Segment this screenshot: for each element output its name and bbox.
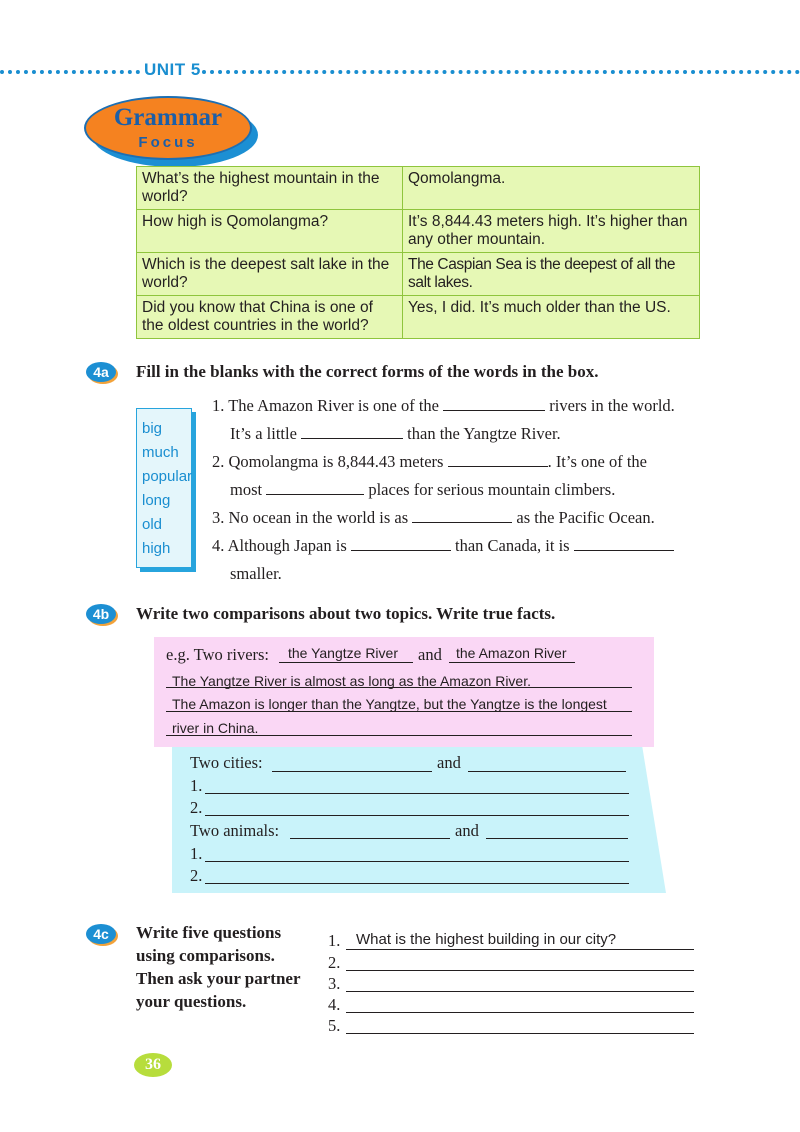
question-number-2: 2. (328, 953, 341, 972)
item-number: 4. (212, 536, 225, 555)
item-text: . It’s one of the (547, 452, 647, 471)
question-number-3: 3. (328, 974, 341, 993)
animals-and: and (455, 821, 479, 840)
question-line-1[interactable] (346, 949, 694, 950)
item-text: places for serious mountain climbers. (368, 480, 616, 499)
example-sentence-3: river in China. (172, 720, 259, 736)
animal-1-blank[interactable] (290, 838, 450, 839)
item-text: The Amazon River is one of the (228, 396, 439, 415)
item-number: 3. (212, 508, 225, 527)
badge-title: Grammar (113, 104, 223, 131)
example-rule-1 (166, 687, 632, 688)
example-topics (166, 645, 269, 665)
word-box-item: big (142, 420, 163, 437)
cities-number-2: 2. (190, 798, 203, 817)
word-box-item: long (142, 492, 171, 509)
section-4a-badge: 4a (86, 362, 116, 382)
example-rule-3 (166, 735, 632, 736)
item-number: 1. (212, 396, 225, 415)
section-4c-instruction-line-4: your questions. (136, 992, 247, 1011)
table-cell-question: How high is Qomolangma? (137, 210, 403, 253)
example-rule-2 (166, 711, 632, 712)
item-text: most (230, 480, 263, 499)
badge-subtitle: Focus (138, 134, 198, 151)
section-4b-instruction: Write two comparisons about two topics. Write true facts. (136, 604, 556, 623)
animals-number-2: 2. (190, 866, 203, 885)
question-number-5: 5. (328, 1016, 341, 1035)
table-cell-answer: Yes, I did. It’s much older than the US. (403, 296, 700, 339)
word-box-item: much (142, 444, 179, 461)
example-sentence-2: The Amazon is longer than the Yangtze, but the Yangtze is the longest (172, 696, 607, 712)
unit-label: UNIT 5 (144, 60, 201, 79)
example-topic-1: the Yangtze River (288, 645, 398, 661)
table-cell-question: Which is the deepest salt lake in the world? (137, 253, 403, 296)
cities-and: and (437, 753, 461, 772)
table-cell-answer: It’s 8,844.43 meters high. It’s higher than any other mountain. (403, 210, 700, 253)
example-sentence-1: The Yangtze River is almost as long as the Amazon River. (172, 673, 531, 689)
question-number-1: 1. (328, 931, 341, 950)
item-number: 2. (212, 452, 225, 471)
city-1-blank[interactable] (272, 771, 432, 772)
section-4c-instruction-line-1: Write five questions (136, 923, 282, 942)
example-topic-2: the Amazon River (456, 645, 567, 661)
question-line-3[interactable] (346, 991, 694, 992)
section-4b-badge: 4b (86, 604, 116, 624)
animals-answer-2[interactable] (205, 883, 629, 884)
animals-number-1: 1. (190, 844, 203, 863)
table-cell-question: Did you know that China is one of the oldest countries in the world? (137, 296, 403, 339)
cities-number-1: 1. (190, 776, 203, 795)
word-box-item: high (142, 540, 171, 557)
item-text: Although Japan is (227, 536, 347, 555)
item-text: than the Yangtze River. (407, 424, 561, 443)
section-4c-instruction-line-2: using comparisons. (136, 946, 275, 965)
example-prefix: e.g. Two rivers: (166, 645, 270, 664)
table-cell-answer: The Caspian Sea is the deepest of all the salt lakes. (403, 253, 700, 296)
example-topic-2-rule (449, 662, 575, 663)
animals-prefix: Two animals: (190, 821, 280, 840)
question-answer-1: What is the highest building in our city? (356, 931, 617, 948)
cities-answer-2[interactable] (205, 815, 629, 816)
section-4c-instruction-line-3: Then ask your partner (136, 969, 301, 988)
item-text: It’s a little (230, 424, 297, 443)
word-box-item: old (142, 516, 163, 533)
table-cell-question: What’s the highest mountain in the world? (137, 167, 403, 210)
example-and: and (418, 645, 442, 664)
item-text: Qomolangma is 8,844.43 meters (228, 452, 444, 471)
item-text: smaller. (230, 564, 282, 583)
item-text: than Canada, it is (455, 536, 570, 555)
cities-prefix: Two cities: (190, 753, 263, 772)
cities-answer-1[interactable] (205, 793, 629, 794)
question-line-4[interactable] (346, 1012, 694, 1013)
question-number-4: 4. (328, 995, 341, 1014)
animal-2-blank[interactable] (486, 838, 628, 839)
question-line-5[interactable] (346, 1033, 694, 1034)
item-text: No ocean in the world is as (228, 508, 409, 527)
item-text: rivers in the world. (549, 396, 675, 415)
page-number: 36 (134, 1053, 172, 1077)
example-topic-1-rule (279, 662, 413, 663)
word-box-item: popular (142, 468, 193, 485)
city-2-blank[interactable] (468, 771, 626, 772)
animals-answer-1[interactable] (205, 861, 629, 862)
section-4a-instruction: Fill in the blanks with the correct forms of the words in the box. (136, 362, 599, 381)
table-cell-answer: Qomolangma. (403, 167, 700, 210)
item-text: as the Pacific Ocean. (516, 508, 655, 527)
question-line-2[interactable] (346, 970, 694, 971)
section-4c-badge: 4c (86, 924, 116, 944)
